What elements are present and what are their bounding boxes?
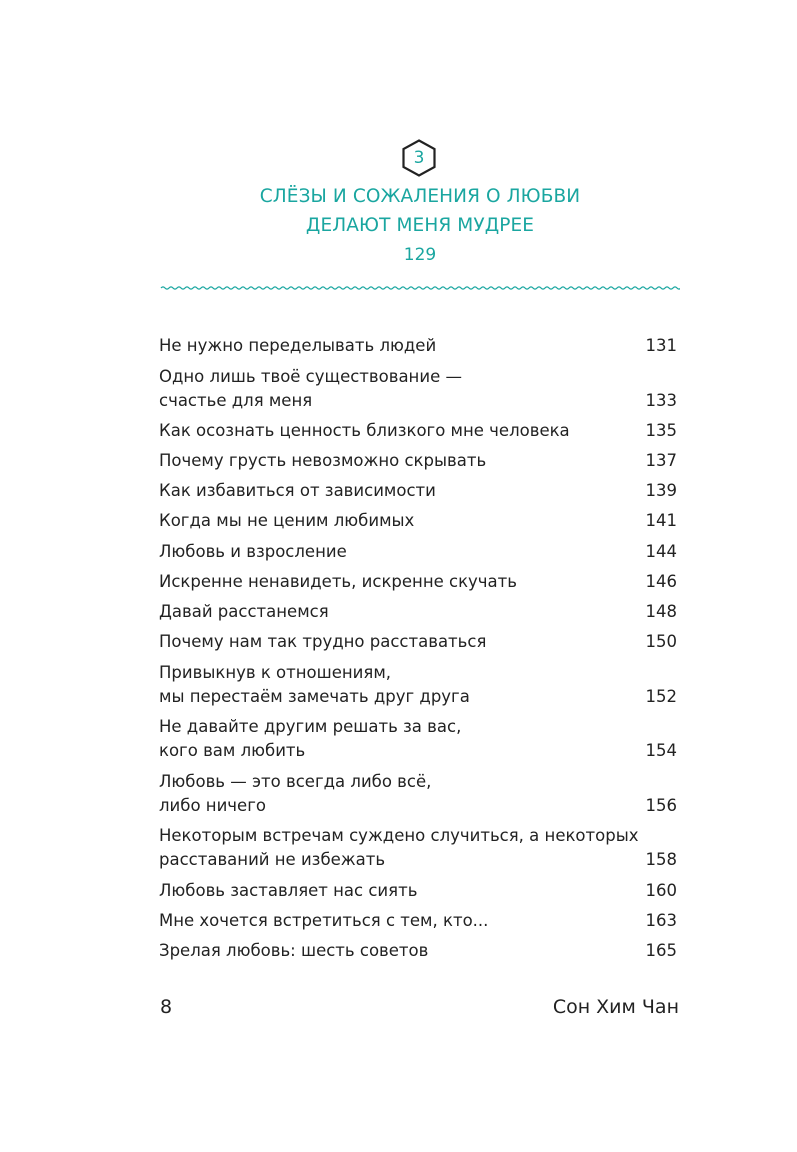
toc-entry[interactable]	[159, 570, 679, 594]
toc-entry-title: Давай расстанемся	[159, 602, 329, 621]
toc-entry[interactable]	[159, 770, 679, 818]
toc-entry-title: Как избавиться от зависимости	[159, 481, 436, 500]
toc-entry[interactable]	[159, 509, 679, 533]
toc-entry-page: 150	[645, 632, 677, 651]
toc-entry-page: 131	[645, 336, 677, 355]
chapter-page-number: 129	[403, 245, 437, 265]
footer-author: Сон Хим Чан	[552, 996, 679, 1018]
toc-entry[interactable]	[159, 661, 679, 709]
toc-entry[interactable]	[159, 879, 679, 903]
toc-entry-page: 135	[645, 421, 677, 440]
toc-entry-page: 144	[645, 542, 677, 561]
wavy-divider	[160, 283, 680, 293]
toc-entry-title: Привыкнув к отношениям, мы перестаём замечать друг друга	[159, 663, 470, 706]
toc-entry-page: 148	[645, 602, 677, 621]
toc-entry-title: Как осознать ценность близкого мне человека	[159, 421, 570, 440]
toc-entry[interactable]	[159, 600, 679, 624]
chapter-number-badge	[401, 139, 437, 177]
toc-entry-title: Любовь — это всегда либо всё, либо ничего	[159, 772, 432, 815]
chapter-title-line-2: ДЕЛАЮТ МЕНЯ МУДРЕЕ	[305, 215, 535, 236]
chapter-number: 3	[413, 148, 425, 168]
toc-entry[interactable]	[159, 365, 679, 413]
toc-entry-title: Почему грусть невозможно скрывать	[159, 451, 487, 470]
toc-entry[interactable]	[159, 419, 679, 443]
toc-entry-page: 163	[645, 911, 677, 930]
toc-entry[interactable]	[159, 939, 679, 963]
toc-entry-title: Любовь заставляет нас сиять	[159, 881, 418, 900]
toc-entry[interactable]	[159, 479, 679, 503]
toc-entry-page: 158	[645, 850, 677, 869]
chapter-title-line-1: СЛЁЗЫ И СОЖАЛЕНИЯ О ЛЮБВИ	[259, 186, 581, 207]
toc-entry-title: Одно лишь твоё существование — счастье для меня	[159, 367, 462, 410]
toc-entry-page: 165	[645, 941, 677, 960]
toc-entry[interactable]	[159, 630, 679, 654]
toc-entry-page: 160	[645, 881, 677, 900]
toc-entry[interactable]	[159, 334, 679, 358]
toc-entry[interactable]	[159, 909, 679, 933]
toc-entry[interactable]	[159, 824, 679, 872]
toc-entry-title: Почему нам так трудно расставаться	[159, 632, 487, 651]
toc-entry-page: 141	[645, 511, 677, 530]
toc-entry-page: 137	[645, 451, 677, 470]
toc-entry-page: 156	[645, 796, 677, 815]
toc-entry-title: Искренне ненавидеть, искренне скучать	[159, 572, 518, 591]
toc-entry-page: 154	[645, 741, 677, 760]
toc-entry-page: 152	[645, 687, 677, 706]
toc-entry-title: Некоторым встречам суждено случиться, а некоторых расставаний не избежать	[159, 826, 639, 869]
toc-entry-title: Когда мы не ценим любимых	[159, 511, 415, 530]
toc-entry-title: Мне хочется встретиться с тем, кто...	[159, 911, 489, 930]
toc-entry-title: Зрелая любовь: шесть советов	[159, 941, 429, 960]
toc-entry-page: 146	[645, 572, 677, 591]
toc-entry-title: Любовь и взросление	[159, 542, 347, 561]
toc-entry-page: 139	[645, 481, 677, 500]
toc-entry-title: Не нужно переделывать людей	[159, 336, 437, 355]
toc-entry-page: 133	[645, 391, 677, 410]
footer-page-number: 8	[160, 996, 173, 1018]
toc-entry-title: Не давайте другим решать за вас, кого вам любить	[159, 717, 462, 760]
toc-entry[interactable]	[159, 715, 679, 763]
toc-entry[interactable]	[159, 449, 679, 473]
toc-entry[interactable]	[159, 540, 679, 564]
